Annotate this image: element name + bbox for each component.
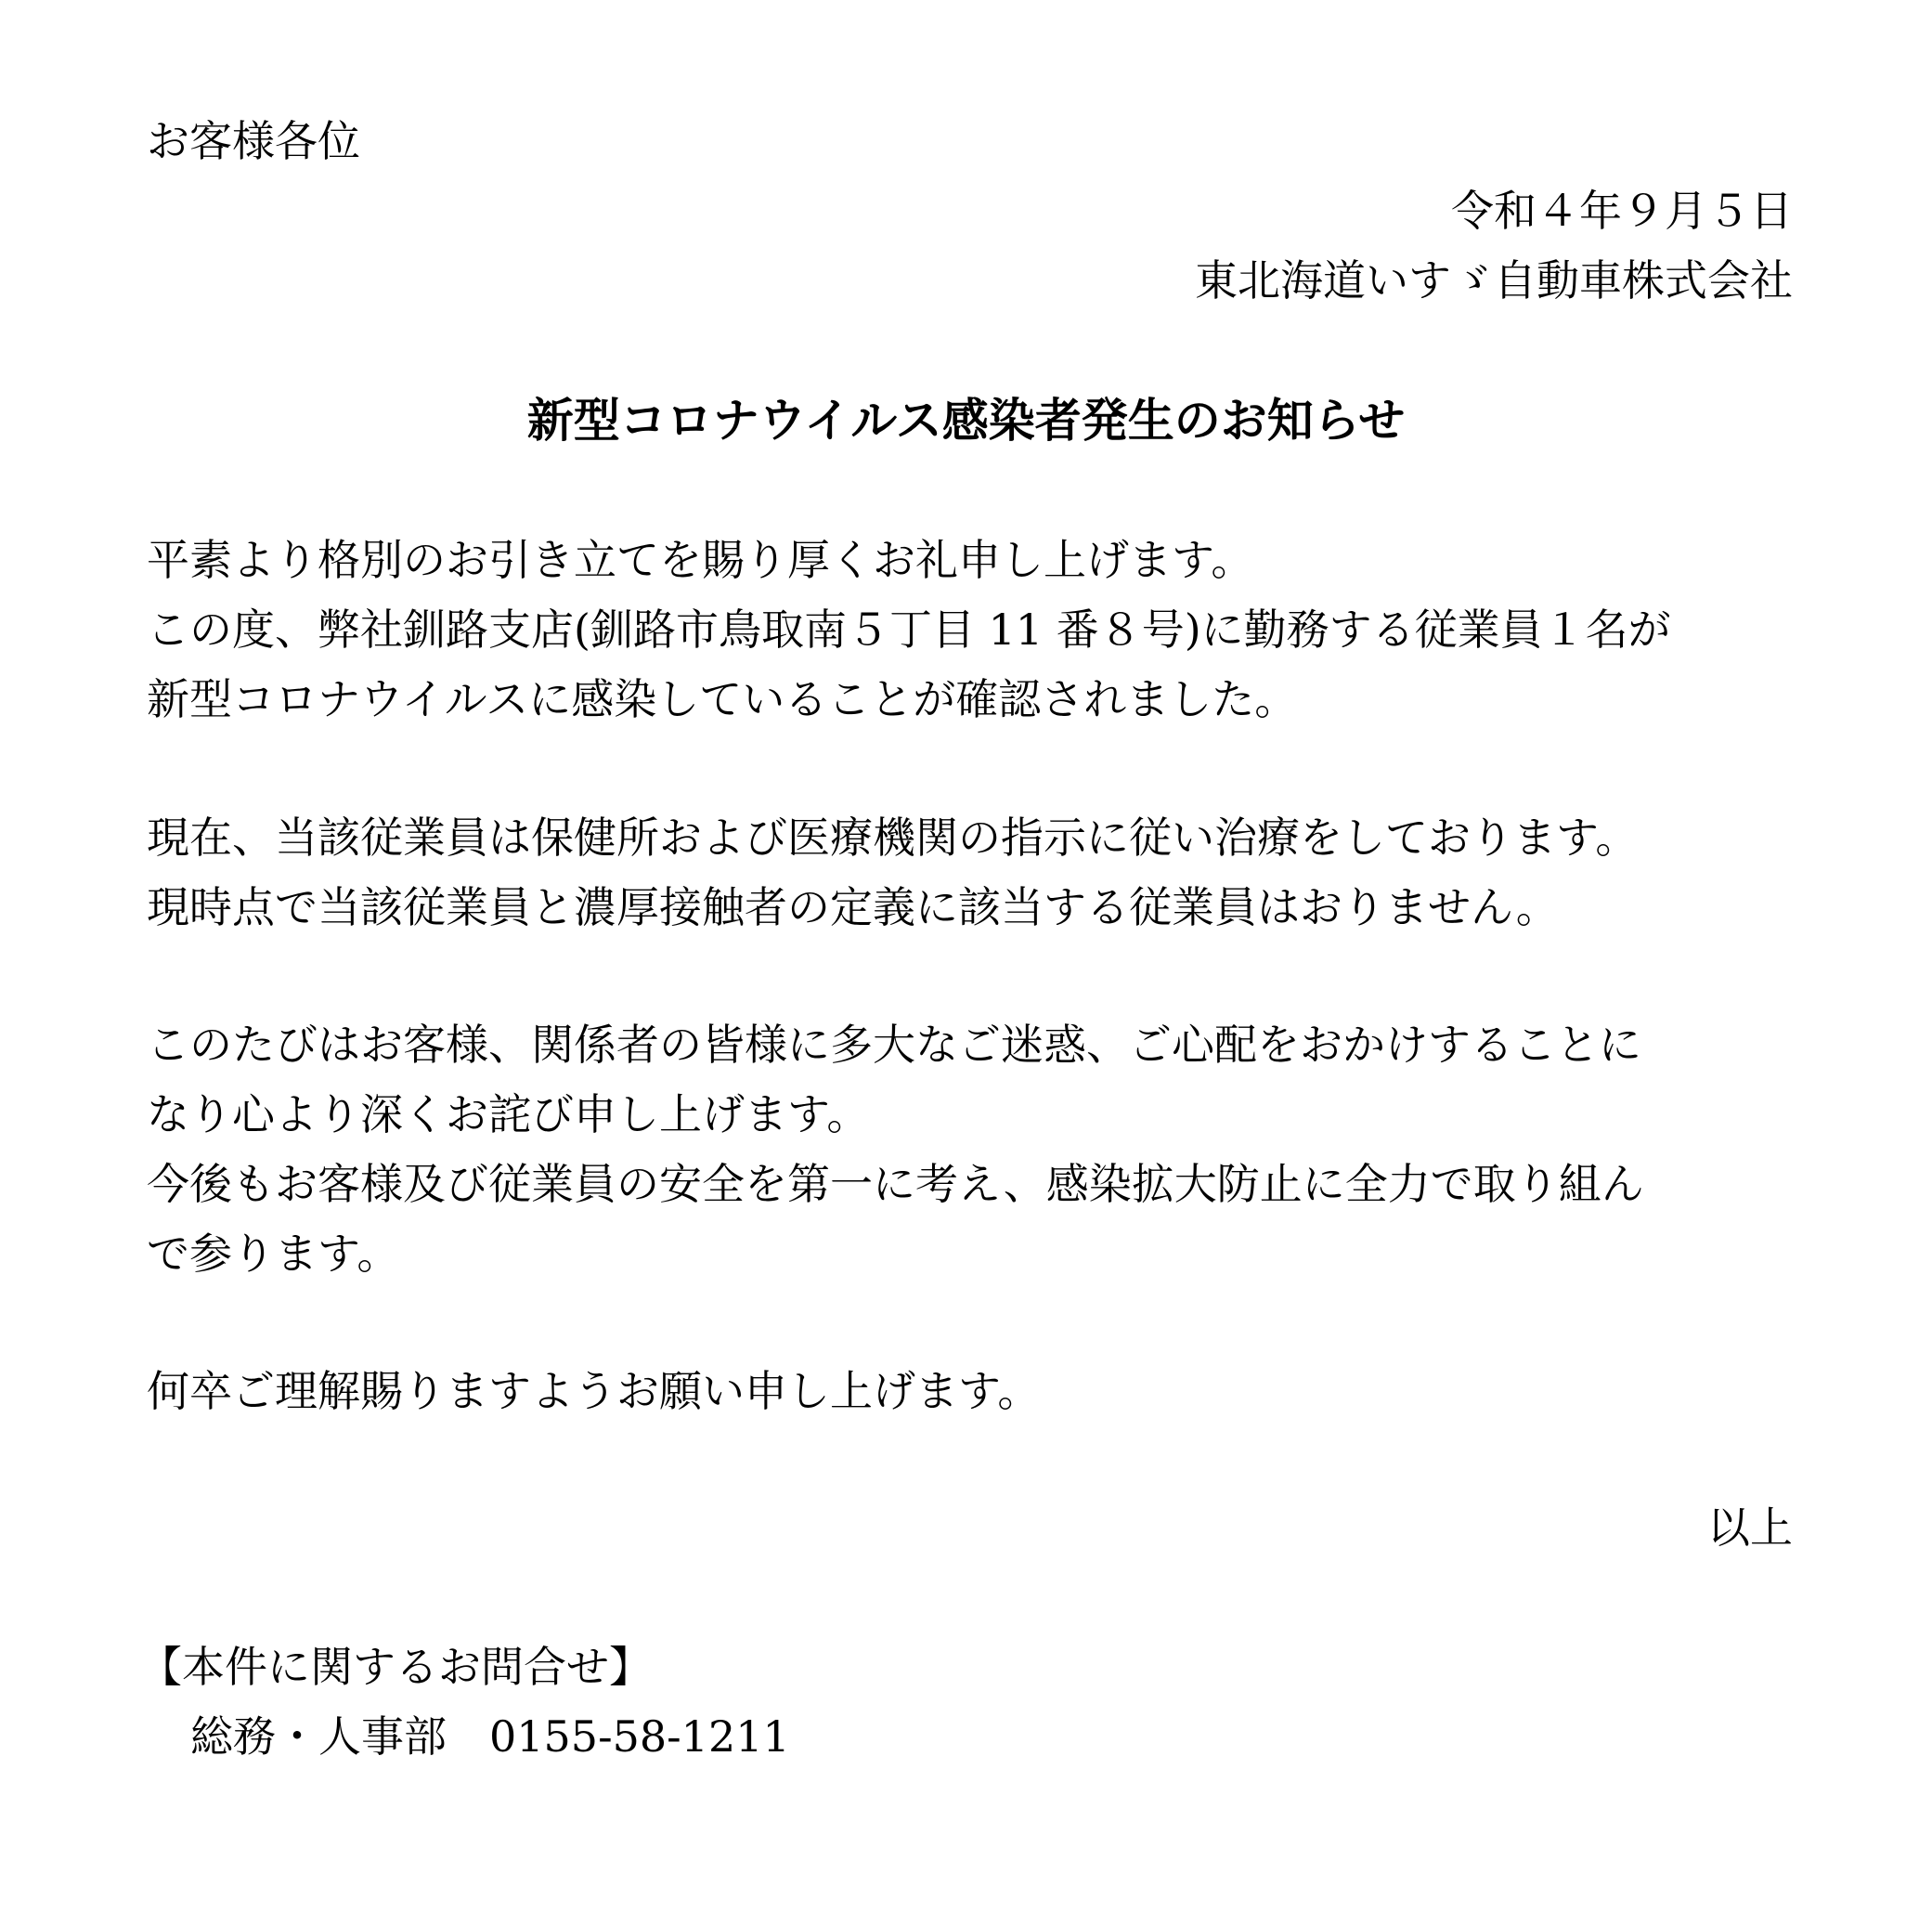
addressee: お客様各位 [147,116,360,166]
body-line: で参ります。 [147,1229,400,1279]
document-date: 令和４年９月５日 [1451,186,1793,236]
company-name: 東北海道いすゞ自動車株式会社 [1195,255,1793,306]
body-line: 現在、当該従業員は保健所および医療機関の指示に従い治療をしております。 [147,813,1639,863]
body-line: なり心より深くお詫び申し上げます。 [147,1089,870,1139]
body-line: 今後もお客様及び従業員の安全を第一に考え、感染拡大防止に全力で取り組ん [147,1159,1644,1209]
contact-department: 総務・人事部 0155-58-1211 [190,1711,790,1762]
notice-title: 新型コロナウイルス感染者発生のお知らせ [526,393,1406,448]
body-line: このたびはお客様、関係者の皆様に多大なご迷惑、ご心配をおかけすることに [147,1020,1641,1070]
closing-word: 以上 [1707,1502,1793,1553]
body-line: 新型コロナウイルスに感染していることが確認されました。 [147,674,1298,724]
body-line: 平素より格別のお引き立てを賜り厚くお礼申し上げます。 [147,535,1254,585]
body-line: 現時点で当該従業員と濃厚接触者の定義に該当する従業員はおりません。 [147,882,1559,932]
body-line: 何卒ご理解賜りますようお願い申し上げます。 [147,1366,1041,1416]
body-line: この度、弊社釧路支店(釧路市鳥取南５丁目 11 番８号)に勤務する従業員１名が [147,605,1671,655]
contact-heading: 【本件に関するお問合せ】 [139,1642,652,1692]
